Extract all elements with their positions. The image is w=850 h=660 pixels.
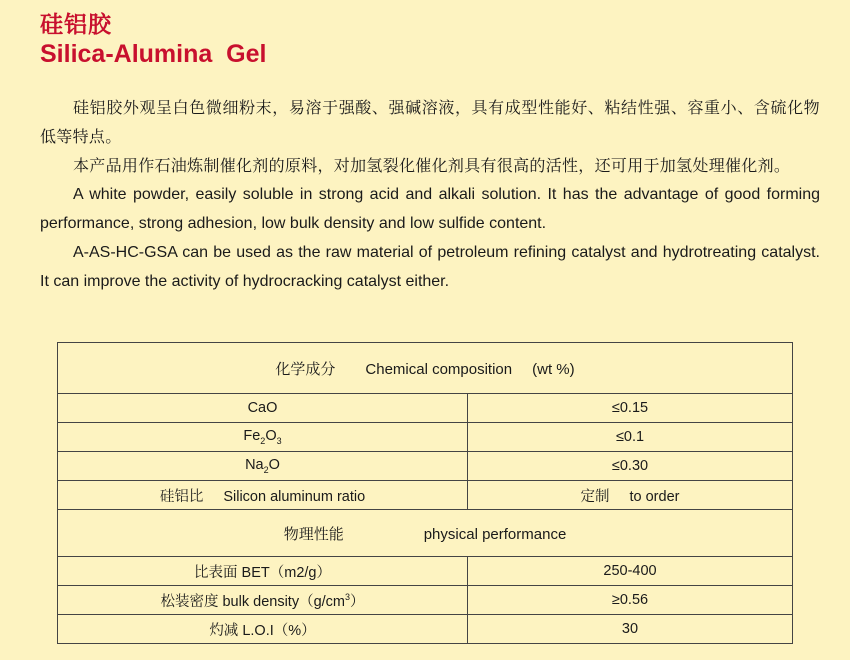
physical-header-cn: 物理性能 <box>283 525 344 543</box>
ratio-label-en: Silicon aluminum ratio <box>223 488 366 505</box>
component-cell <box>58 452 468 481</box>
paragraph-en-1: A white powder, easily soluble in strong acid and alkali solution. It has the advantage of good forming performance, strong adhesion, low bulk density and low sulfide content. <box>40 186 820 232</box>
property-cell <box>58 557 468 586</box>
table-row <box>58 452 793 481</box>
property-label-end: ） <box>350 593 365 610</box>
chemical-composition-header <box>58 343 793 394</box>
component-cell <box>58 423 468 452</box>
chemical-header-en: Chemical composition <box>365 360 513 378</box>
chemical-composition-header-row <box>58 343 793 394</box>
value-cell <box>468 615 793 644</box>
table-row <box>58 615 793 644</box>
property-label: 比表面 BET（m2/g） <box>194 564 331 581</box>
property-cell <box>58 615 468 644</box>
chemical-header-unit: (wt %) <box>532 360 575 378</box>
component-subscript: 2 <box>260 435 266 446</box>
paragraph-cn-1: 硅铝胶外观呈白色微细粉末，易溶于强酸、强碱溶液，具有成型性能好、粘结性强、容重小、含硫化物低等特点。 <box>40 98 820 146</box>
value-cell <box>468 452 793 481</box>
component-value: ≤0.30 <box>611 458 649 474</box>
component-value: ≤0.15 <box>611 400 649 416</box>
property-value: 30 <box>621 621 639 637</box>
table-row <box>58 586 793 615</box>
physical-performance-header-row <box>58 510 793 557</box>
property-superscript: 3 <box>345 591 351 602</box>
paragraph-cn-2: 本产品用作石油炼制催化剂的原料，对加氢裂化催化剂具有很高的活性，还可用于加氢处理催化剂。 <box>73 156 791 175</box>
property-value: 250-400 <box>603 563 657 579</box>
table-row <box>58 557 793 586</box>
ratio-label-cn: 硅铝比 <box>159 488 204 505</box>
description-block <box>40 93 820 296</box>
value-cell <box>468 586 793 615</box>
value-cell <box>468 423 793 452</box>
physical-header-en: physical performance <box>423 525 567 543</box>
ratio-value-en: to order <box>629 488 680 505</box>
property-cell <box>58 586 468 615</box>
property-label: 灼减 L.O.I（%） <box>209 622 316 639</box>
component-subscript: 3 <box>276 435 282 446</box>
property-label: 松装密度 bulk density（g/cm <box>160 593 345 610</box>
property-value: ≥0.56 <box>611 592 649 608</box>
title-english: Silica-Alumina Gel <box>40 40 267 68</box>
component-subscript: 2 <box>263 464 269 475</box>
chemical-header-cn: 化学成分 <box>275 360 336 378</box>
component-cell <box>58 394 468 423</box>
component-label-part: O <box>268 457 280 474</box>
component-label: Fe <box>243 428 261 445</box>
value-cell <box>468 394 793 423</box>
component-value: ≤0.1 <box>615 429 645 445</box>
table-row <box>58 394 793 423</box>
component-label: CaO <box>247 400 278 416</box>
component-label: Na <box>245 457 264 474</box>
table-row <box>58 423 793 452</box>
title-chinese: 硅铝胶 <box>40 12 112 38</box>
ratio-label-cell <box>58 481 468 510</box>
properties-table <box>57 342 793 644</box>
component-label-part: O <box>265 428 277 445</box>
ratio-value-cn: 定制 <box>580 488 610 505</box>
table-row <box>58 481 793 510</box>
ratio-value-cell <box>468 481 793 510</box>
paragraph-en-2: A-AS-HC-GSA can be used as the raw material of petroleum refining catalyst and hydrotreating catalyst. It can improve the activity of hydrocracking catalyst either. <box>40 244 820 290</box>
physical-performance-header <box>58 510 793 557</box>
value-cell <box>468 557 793 586</box>
